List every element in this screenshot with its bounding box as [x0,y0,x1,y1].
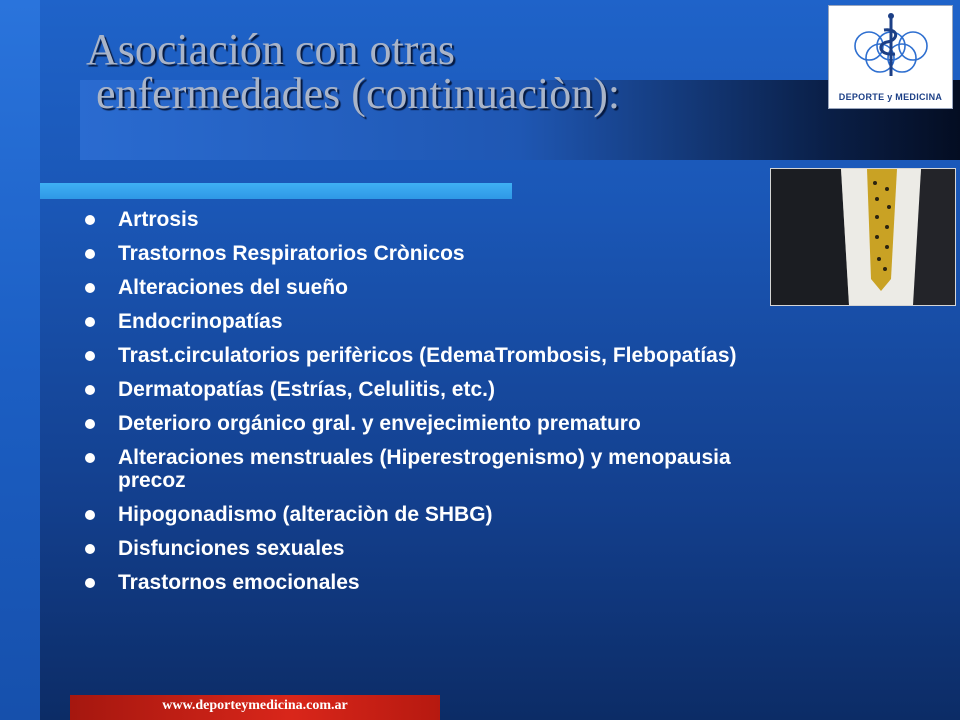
list-item-text: Trastornos Respiratorios Crònicos [118,242,465,265]
list-item-text: Alteraciones menstruales (Hiperestrogenismo) y menopausia precoz [118,446,731,492]
bullet-icon [85,578,95,588]
footer-bar [70,695,440,720]
list-item [80,344,780,367]
bullet-icon [85,215,95,225]
list-item [80,310,780,333]
bullet-icon [85,351,95,361]
list-item [80,276,780,299]
bullet-icon [85,317,95,327]
left-accent-strip [0,0,40,720]
list-item [80,571,780,594]
list-item [80,242,780,265]
slide-title [86,25,621,118]
bullet-icon [85,419,95,429]
list-item-text: Hipogonadismo (alteraciòn de SHBG) [118,503,493,526]
bullet-icon [85,249,95,259]
list-item [80,446,780,492]
photo-illustration [771,169,955,305]
list-item [80,208,780,231]
bullet-icon [85,510,95,520]
list-item-text: Dermatopatías (Estrías, Celulitis, etc.) [118,378,495,401]
condition-list [80,208,780,605]
bullet-icon [85,544,95,554]
bullet-icon [85,453,95,463]
bullet-icon [85,385,95,395]
slide-title-line1: Asociación con otras [86,25,455,74]
belly-photo [770,168,956,306]
logo-emblem-icon [829,6,952,86]
deporte-medicina-logo [828,5,953,109]
list-item-text: Endocrinopatías [118,310,283,333]
bullet-icon [85,283,95,293]
logo-text: DEPORTE y MEDICINA [838,92,943,102]
accent-bar [40,183,512,199]
footer-url: www.deporteymedicina.com.ar [162,698,348,713]
list-item-text: Disfunciones sexuales [118,537,345,560]
list-item [80,378,780,401]
list-item [80,412,780,435]
list-item-text: Deterioro orgánico gral. y envejecimiento prematuro [118,412,641,435]
list-item-text: Artrosis [118,208,199,231]
list-item-text: Alteraciones del sueño [118,276,348,299]
list-item [80,503,780,526]
slide-title-line2: enfermedades (continuaciòn): [96,69,621,118]
list-item-text: Trast.circulatorios perifèricos (EdemaTrombosis, Flebopatías) [118,344,737,367]
list-item [80,537,780,560]
list-item-text: Trastornos emocionales [118,571,360,594]
